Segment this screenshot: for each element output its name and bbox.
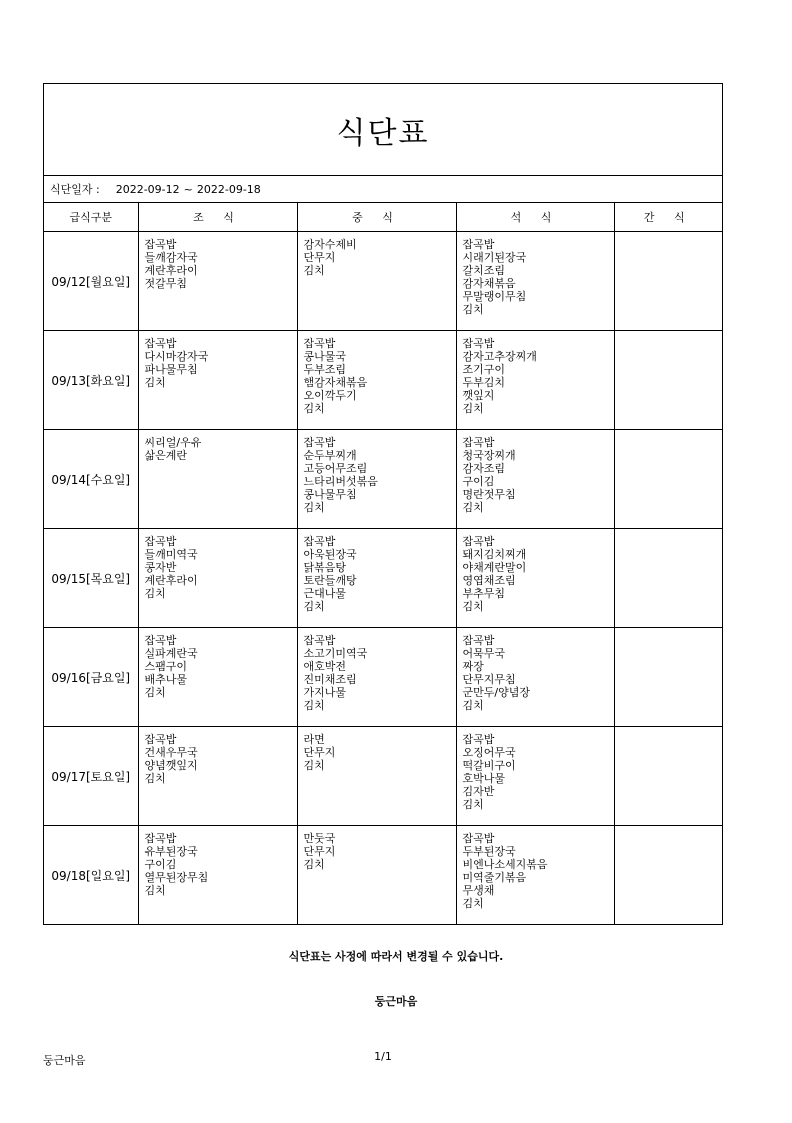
menu-item: 콩자반: [144, 561, 177, 574]
dinner-items: [457, 628, 614, 712]
menu-item: 군만두/양념장: [462, 686, 530, 699]
menu-item: 감자수제비: [303, 238, 357, 251]
menu-item: 김치: [303, 858, 325, 871]
menu-item: 유부된장국: [144, 845, 198, 858]
menu-item: 들깨감자국: [144, 251, 198, 264]
menu-sheet: [43, 83, 723, 925]
snack-cell: [614, 628, 722, 727]
day-label: 09/15[목요일]: [44, 529, 138, 628]
page-title: 식단표: [336, 115, 430, 151]
menu-item: 갈치조림: [462, 264, 506, 277]
lunch-cell: [297, 826, 456, 925]
snack-items: [615, 529, 723, 535]
menu-item: 김치: [303, 402, 325, 415]
breakfast-items: [139, 232, 297, 290]
period-start: 2022-09-12: [115, 182, 180, 196]
dinner-items: [457, 727, 614, 811]
menu-item: 씨리얼/우유: [144, 436, 202, 449]
menu-item: 오이깍두기: [303, 389, 357, 402]
breakfast-cell: [138, 727, 297, 826]
menu-item: 잡곡밥: [303, 436, 336, 449]
menu-item: 단무지무침: [462, 673, 516, 686]
menu-item: 김치: [462, 402, 484, 415]
menu-item: 잡곡밥: [144, 337, 177, 350]
menu-item: 감자채볶음: [462, 277, 516, 290]
menu-item: 잡곡밥: [303, 634, 336, 647]
day-label: 09/13[화요일]: [44, 331, 138, 430]
lunch-cell: [297, 628, 456, 727]
lunch-cell: [297, 727, 456, 826]
snack-items: [615, 628, 723, 634]
menu-item: 김자반: [462, 785, 495, 798]
menu-item: 김치: [303, 759, 325, 772]
header-lunch: 중 식: [297, 203, 456, 232]
day-label: 09/14[수요일]: [44, 430, 138, 529]
dinner-cell: [456, 331, 614, 430]
organization-name: 둥근마음: [374, 995, 418, 1008]
snack-cell: [614, 826, 722, 925]
breakfast-items: [139, 331, 297, 389]
day-label: 09/12[월요일]: [44, 232, 138, 331]
menu-item: 잡곡밥: [144, 238, 177, 251]
menu-item: 잡곡밥: [144, 535, 177, 548]
breakfast-cell: [138, 232, 297, 331]
snack-items: [615, 232, 723, 238]
menu-item: 감자조림: [462, 462, 506, 475]
breakfast-items: [139, 529, 297, 600]
menu-item: 잡곡밥: [303, 337, 336, 350]
menu-item: 구이김: [462, 475, 495, 488]
menu-item: 조기구이: [462, 363, 506, 376]
menu-item: 두부된장국: [462, 845, 516, 858]
period-end: 2022-09-18: [196, 182, 261, 196]
menu-item: 콩나물무침: [303, 488, 357, 501]
menu-item: 떡갈비구이: [462, 759, 516, 772]
menu-item: 스팸구이: [144, 660, 188, 673]
day-label: 09/16[금요일]: [44, 628, 138, 727]
menu-item: 소고기미역국: [303, 647, 368, 660]
snack-cell: [614, 430, 722, 529]
menu-body: [44, 232, 722, 925]
dinner-cell: [456, 826, 614, 925]
menu-item: 짜장: [462, 660, 484, 673]
menu-item: 다시마감자국: [144, 350, 209, 363]
menu-item: 김치: [462, 897, 484, 910]
page-number: 1/1: [374, 1050, 392, 1063]
header-category: 급식구분: [44, 203, 138, 232]
menu-item: 시래기된장국: [462, 251, 527, 264]
header-breakfast: 조 식: [138, 203, 297, 232]
menu-item: 깻잎지: [462, 389, 495, 402]
lunch-items: [298, 727, 456, 772]
dinner-cell: [456, 430, 614, 529]
breakfast-cell: [138, 529, 297, 628]
lunch-cell: [297, 232, 456, 331]
menu-item: 청국장찌개: [462, 449, 516, 462]
menu-item: 구이김: [144, 858, 177, 871]
menu-item: 감자고추장찌개: [462, 350, 537, 363]
menu-item: 잡곡밥: [462, 733, 495, 746]
menu-item: 라면: [303, 733, 325, 746]
menu-item: 햄감자채볶음: [303, 376, 368, 389]
breakfast-items: [139, 430, 297, 462]
snack-items: [615, 826, 723, 832]
breakfast-cell: [138, 331, 297, 430]
period-row: [44, 176, 722, 203]
menu-item: 김치: [303, 501, 325, 514]
menu-item: 잡곡밥: [462, 436, 495, 449]
menu-item: 잡곡밥: [144, 733, 177, 746]
menu-item: 느타리버섯볶음: [303, 475, 378, 488]
menu-item: 잡곡밥: [462, 337, 495, 350]
menu-item: 김치: [144, 772, 166, 785]
menu-item: 잡곡밥: [462, 832, 495, 845]
header-dinner: 석 식: [456, 203, 614, 232]
menu-item: 야채계란말이: [462, 561, 527, 574]
dinner-items: [457, 430, 614, 514]
notice-text: 식단표는 사정에 따라서 변경될 수 있습니다.: [288, 950, 504, 963]
menu-item: 김치: [462, 798, 484, 811]
menu-item: 계란후라이: [144, 574, 198, 587]
dinner-cell: [456, 529, 614, 628]
menu-item: 아욱된장국: [303, 548, 357, 561]
menu-item: 단무지: [303, 845, 336, 858]
day-row: [44, 331, 722, 430]
lunch-items: [298, 628, 456, 712]
dinner-items: [457, 232, 614, 316]
menu-item: 미역줄기볶음: [462, 871, 527, 884]
menu-item: 계란후라이: [144, 264, 198, 277]
header-row: [44, 203, 722, 232]
day-row: [44, 232, 722, 331]
menu-item: 김치: [462, 303, 484, 316]
day-label: 09/18[일요일]: [44, 826, 138, 925]
lunch-cell: [297, 331, 456, 430]
menu-item: 김치: [144, 587, 166, 600]
breakfast-items: [139, 628, 297, 699]
menu-item: 김치: [462, 501, 484, 514]
menu-item: 삶은계란: [144, 449, 188, 462]
menu-item: 무말랭이무침: [462, 290, 527, 303]
lunch-items: [298, 232, 456, 277]
dinner-items: [457, 331, 614, 415]
dinner-cell: [456, 727, 614, 826]
menu-item: 비엔나소세지볶음: [462, 858, 548, 871]
menu-item: 김치: [144, 686, 166, 699]
lunch-cell: [297, 430, 456, 529]
menu-item: 잡곡밥: [303, 535, 336, 548]
menu-item: 콩나물국: [303, 350, 347, 363]
menu-item: 건새우무국: [144, 746, 198, 759]
menu-item: 잡곡밥: [462, 535, 495, 548]
breakfast-items: [139, 727, 297, 785]
menu-item: 두부김치: [462, 376, 506, 389]
menu-item: 단무지: [303, 746, 336, 759]
footer-organization: 둥근마음: [43, 1054, 86, 1067]
menu-item: 두부조림: [303, 363, 347, 376]
breakfast-cell: [138, 430, 297, 529]
menu-item: 김치: [303, 264, 325, 277]
day-row: [44, 628, 722, 727]
menu-item: 김치: [144, 884, 166, 897]
menu-item: 돼지김치찌개: [462, 548, 527, 561]
menu-item: 김치: [462, 699, 484, 712]
day-label: 09/17[토요일]: [44, 727, 138, 826]
menu-item: 젓갈무침: [144, 277, 188, 290]
day-row: [44, 529, 722, 628]
menu-item: 김치: [303, 600, 325, 613]
day-row: [44, 826, 722, 925]
menu-item: 양념깻잎지: [144, 759, 198, 772]
lunch-items: [298, 430, 456, 514]
menu-item: 고등어무조림: [303, 462, 368, 475]
menu-item: 잡곡밥: [144, 634, 177, 647]
menu-item: 무생채: [462, 884, 495, 897]
menu-item: 애호박전: [303, 660, 347, 673]
menu-item: 김치: [144, 376, 166, 389]
breakfast-cell: [138, 628, 297, 727]
snack-cell: [614, 727, 722, 826]
lunch-items: [298, 331, 456, 415]
menu-item: 순두부찌개: [303, 449, 357, 462]
menu-item: 가지나물: [303, 686, 347, 699]
period-separator: ~: [183, 182, 193, 196]
menu-item: 부추무침: [462, 587, 506, 600]
menu-item: 잡곡밥: [462, 238, 495, 251]
menu-item: 닭볶음탕: [303, 561, 347, 574]
menu-table: [44, 203, 722, 924]
menu-item: 파나물무침: [144, 363, 198, 376]
menu-item: 김치: [462, 600, 484, 613]
dinner-cell: [456, 628, 614, 727]
dinner-cell: [456, 232, 614, 331]
snack-items: [615, 430, 723, 436]
period-label: 식단일자 :: [50, 183, 100, 196]
menu-item: 들깨미역국: [144, 548, 198, 561]
menu-item: 어묵무국: [462, 647, 506, 660]
menu-item: 실파계란국: [144, 647, 198, 660]
menu-item: 배추나물: [144, 673, 188, 686]
menu-item: 만둣국: [303, 832, 336, 845]
dinner-items: [457, 529, 614, 613]
menu-item: 영엽채조림: [462, 574, 516, 587]
snack-items: [615, 331, 723, 337]
menu-item: 김치: [303, 699, 325, 712]
menu-item: 열무된장무침: [144, 871, 209, 884]
menu-item: 근대나물: [303, 587, 347, 600]
dinner-items: [457, 826, 614, 910]
snack-items: [615, 727, 723, 733]
menu-item: 오징어무국: [462, 746, 516, 759]
breakfast-items: [139, 826, 297, 897]
lunch-items: [298, 529, 456, 613]
menu-item: 진미채조림: [303, 673, 357, 686]
day-row: [44, 430, 722, 529]
snack-cell: [614, 529, 722, 628]
breakfast-cell: [138, 826, 297, 925]
lunch-cell: [297, 529, 456, 628]
menu-item: 잡곡밥: [144, 832, 177, 845]
snack-cell: [614, 232, 722, 331]
snack-cell: [614, 331, 722, 430]
lunch-items: [298, 826, 456, 871]
menu-item: 호박나물: [462, 772, 506, 785]
menu-item: 잡곡밥: [462, 634, 495, 647]
menu-item: 단무지: [303, 251, 336, 264]
title-box: [44, 84, 722, 176]
menu-item: 토란들깨탕: [303, 574, 357, 587]
menu-item: 명란젓무침: [462, 488, 516, 501]
day-row: [44, 727, 722, 826]
header-snack: 간 식: [614, 203, 722, 232]
